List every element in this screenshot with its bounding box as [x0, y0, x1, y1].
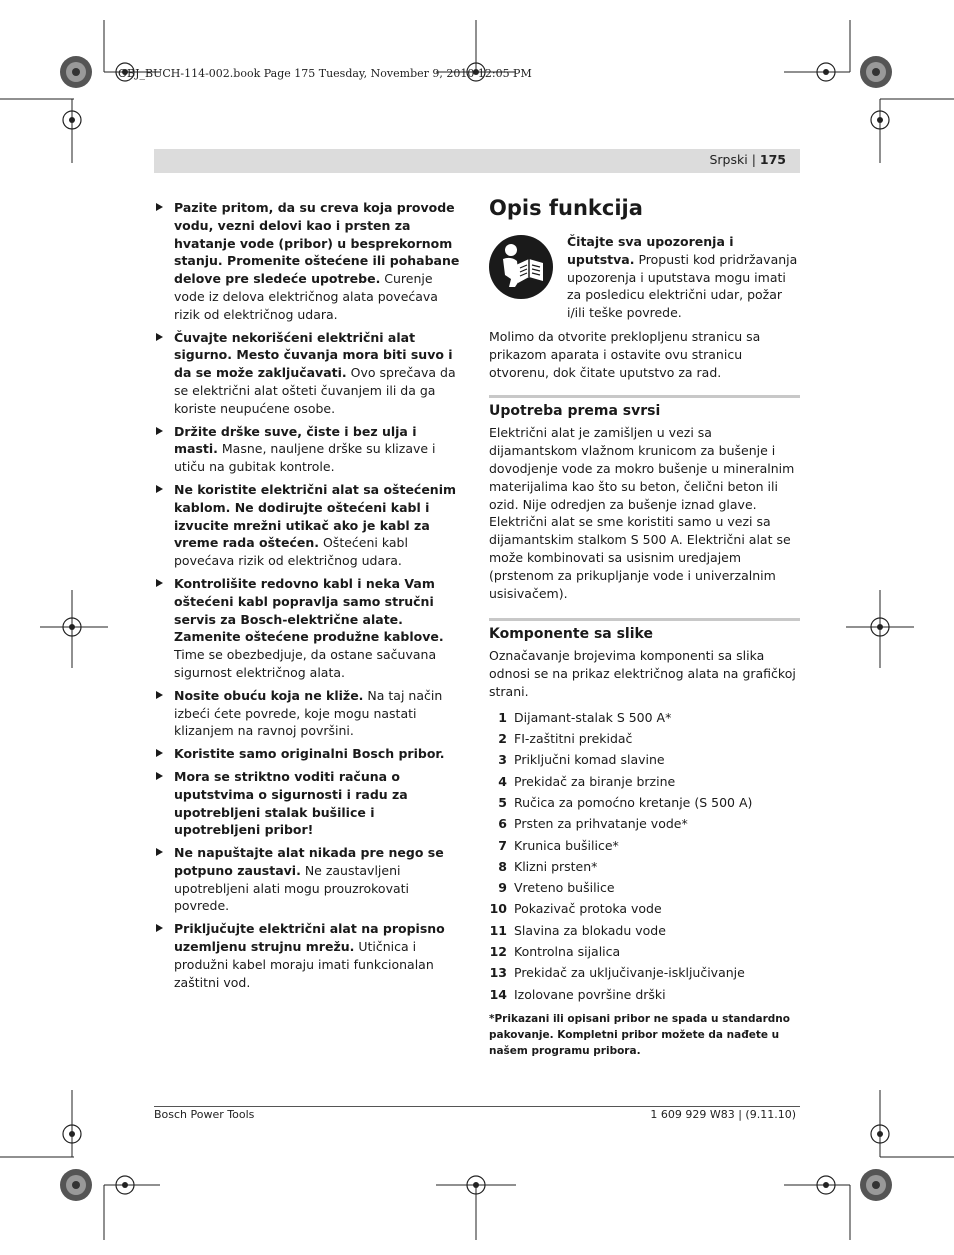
list-item: Ne koristite električni alat sa oštećenim kablom. Ne dodirujte oštećeni kabl i izvucite mrežni utikač ako je kabl za vreme rada oštećen. Oštećeni kabl povećava rizik od električnog udara. — [154, 481, 464, 570]
list-item: 2 FI-zaštitni prekidač — [498, 731, 633, 747]
right-column — [489, 195, 800, 1059]
list-item: 8 Klizni prsten* — [498, 858, 598, 874]
list-item: 9 Vreteno bušilice — [498, 880, 615, 896]
list-item: Kontrolišite redovno kabl i neka Vam oštećeni kabl popravlja samo stručni servis za Bosch-električne alate. Zamenite oštećene produžne kablove. Time se obezbedjuje, da ostane sačuvana sigurnost električnog alata. — [154, 575, 464, 682]
list-item: 3 Priključni komad slavine — [498, 752, 665, 768]
header-page-number: 175 — [759, 152, 786, 167]
section-divider — [489, 395, 800, 398]
list-item: Koristite samo originalni Bosch pribor. — [154, 745, 464, 763]
page-header-text: Srpski | 175 — [709, 152, 786, 167]
list-item: 6 Prsten za prihvatanje vode* — [498, 816, 688, 832]
components-list — [489, 707, 800, 1005]
header-language: Srpski — [709, 152, 748, 167]
footer-doc-number: 1 609 929 W83 | (9.11.10) — [650, 1108, 796, 1121]
list-item: 11 Slavina za blokadu vode — [489, 922, 666, 938]
bullet-triangle-icon — [156, 691, 163, 699]
footer-publisher: Bosch Power Tools — [154, 1108, 255, 1121]
book-info-line: OBJ_BUCH-114-002.book Page 175 Tuesday, November 9, 2010 12:05 PM — [118, 67, 532, 80]
bullet-triangle-icon — [156, 485, 163, 493]
list-item: Priključujte električni alat na propisno uzemljenu strujnu mrežu. Utičnica i produžni kabel moraju imati funkcionalan zaštitni vod. — [154, 920, 464, 991]
components-intro-paragraph: Označavanje brojevima komponenti sa slika odnosi se na prikaz električnog alata na grafičkoj strani. — [489, 648, 796, 699]
subsection-title: Upotreba prema svrsi — [489, 403, 661, 420]
read-manual-icon — [489, 235, 553, 299]
section-title: Opis funkcija — [489, 196, 643, 220]
subsection-title: Komponente sa slike — [489, 626, 653, 643]
intended-use-paragraph: Električni alat je zamišljen u vezi sa dijamantskom vlažnom krunicom za bušenje i dovodjenje vode za mokro bušenje u mineralnim materijalima kao što su beton, čelični beton ili ozid. Nije odredjen za bušenje iznad glave. Električni alat se sme koristiti samo u vezi sa dijamantskim stalkom S 500 A. Električni alat se može kombinovati sa usisnim uredjajem (prstenom za prikupljanje vode i univerzalnim usisivačem). — [489, 425, 795, 601]
bullet-triangle-icon — [156, 427, 163, 435]
list-item: Ne napuštajte alat nikada pre nego se potpuno zaustavi. Ne zaustavljeni upotrebljeni alati mogu prouzrokovati povrede. — [154, 844, 464, 915]
bullet-triangle-icon — [156, 333, 163, 341]
list-item: 7 Krunica bušilice* — [498, 837, 619, 853]
list-item: Nosite obuću koja ne kliže. Na taj način izbeći ćete povrede, koje mogu nastati klizanjem na ravnoj površini. — [154, 687, 464, 740]
warning-text: Čitajte sva upozorenja i uputstva. Propusti kod pridržavanja upozorenja i uputstava mogu imati za posledicu električni udar, požar i/ili teške povrede. — [567, 234, 798, 321]
section-divider — [489, 618, 800, 621]
bullet-triangle-icon — [156, 848, 163, 856]
list-item: Čuvajte nekorišćeni električni alat sigurno. Mesto čuvanja mora biti suvo i da se može zaključavati. Ovo sprečava da se električni alat ošteti čuvanjem ili da ga koriste neupućene osobe. — [154, 329, 464, 418]
list-item: 12 Kontrolna sijalica — [489, 944, 621, 959]
footnote: *Prikazani ili opisani pribor ne spada u standardno pakovanje. Kompletni pribor možete da nađete u našem programu pribora. — [489, 1012, 790, 1057]
bullet-triangle-icon — [156, 579, 163, 587]
list-item: 13 Prekidač za uključivanje-isključivanje — [489, 965, 745, 981]
list-item: Držite drške suve, čiste i bez ulja i masti. Masne, nauljene drške su klizave i utiču na gubitak kontrole. — [154, 423, 464, 476]
list-item: 5 Ručica za pomoćno kretanje (S 500 A) — [498, 794, 753, 810]
list-item: Pazite pritom, da su creva koja provode vodu, vezni delovi kao i prsten za hvatanje vode (pribor) u besprekornom stanju. Promenite oštećene ili pohabane delove pre sledeće upotrebe. Curenje vode iz delova električnog alata povećava rizik od električnog udara. — [154, 199, 464, 324]
list-item: 4 Prekidač za biranje brzine — [498, 773, 676, 789]
warning-block — [489, 233, 800, 322]
bullet-triangle-icon — [156, 924, 163, 932]
list-item: 1 Dijamant-stalak S 500 A* — [498, 709, 672, 725]
bullet-triangle-icon — [156, 749, 163, 757]
list-item: Mora se striktno voditi računa o uputstvima o sigurnosti i radu za upotrebljeni stalak bušilice i upotrebljeni pribor! — [154, 768, 464, 839]
footer-divider — [154, 1106, 800, 1107]
left-column — [154, 199, 464, 996]
page-header-bar — [154, 149, 800, 173]
list-item: 10 Pokazivač protoka vode — [489, 901, 662, 917]
list-item: 14 Izolovane površine drški — [489, 986, 666, 1002]
bullet-triangle-icon — [156, 203, 163, 211]
intro-paragraph: Molimo da otvorite preklopljenu stranicu sa prikazom aparata i ostavite ovu stranicu otvorenu, dok čitate uputstvo za rad. — [489, 328, 761, 380]
bullet-triangle-icon — [156, 772, 163, 780]
